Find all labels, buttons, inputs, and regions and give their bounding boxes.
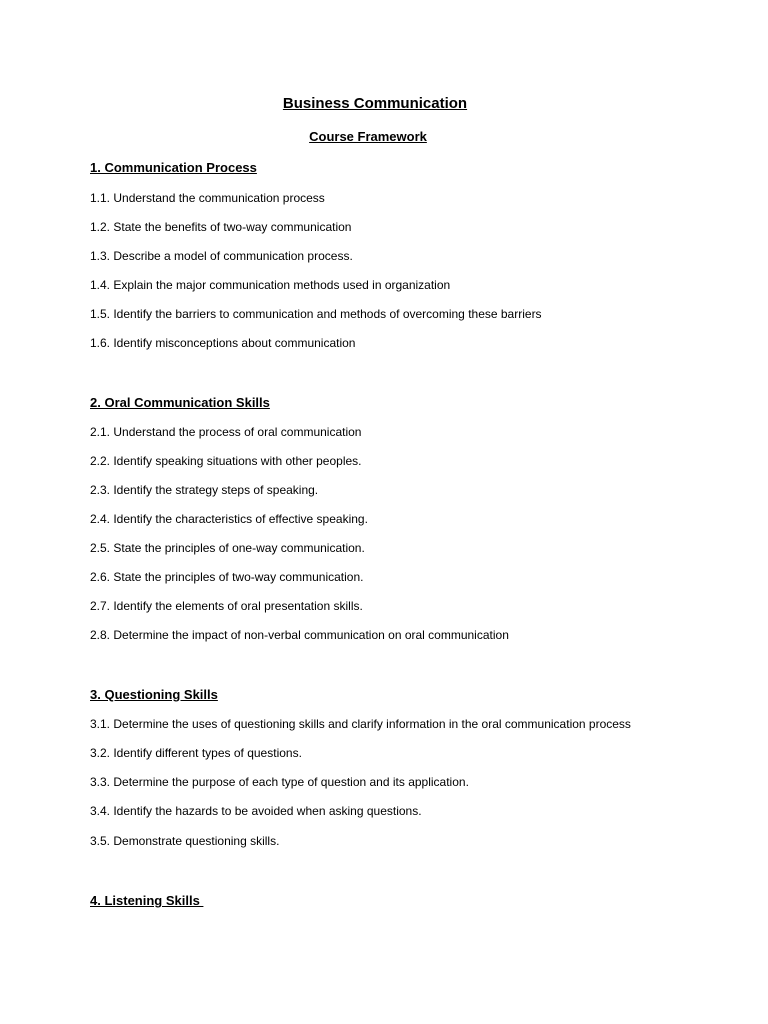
list-item: 2.2. Identify speaking situations with other peoples.	[90, 454, 362, 468]
section-heading: 1. Communication Process	[90, 160, 257, 175]
list-item: 2.5. State the principles of one-way communication.	[90, 541, 365, 555]
section-heading: 2. Oral Communication Skills	[90, 395, 270, 410]
document-title: Business Communication	[282, 95, 468, 112]
document-subtitle: Course Framework	[309, 129, 427, 144]
list-item: 2.3. Identify the strategy steps of speaking.	[90, 483, 319, 497]
list-item: 2.4. Identify the characteristics of effective speaking.	[90, 512, 368, 526]
list-item: 3.4. Identify the hazards to be avoided when asking questions.	[90, 804, 422, 818]
section-heading: 4. Listening Skills	[90, 893, 204, 908]
list-item: 1.5. Identify the barriers to communication and methods of overcoming these barriers	[90, 307, 542, 321]
list-item: 2.8. Determine the impact of non-verbal communication on oral communication	[90, 628, 509, 642]
list-item: 3.2. Identify different types of questions.	[90, 746, 302, 760]
list-item: 1.1. Understand the communication process	[90, 191, 325, 205]
list-item: 1.2. State the benefits of two-way communication	[90, 220, 352, 234]
list-item: 2.7. Identify the elements of oral presentation skills.	[90, 599, 363, 613]
list-item: 2.1. Understand the process of oral communication	[90, 425, 362, 439]
list-item: 1.4. Explain the major communication methods used in organization	[90, 278, 451, 292]
list-item: 3.3. Determine the purpose of each type of question and its application.	[90, 775, 469, 789]
section-heading: 3. Questioning Skills	[90, 687, 218, 702]
list-item: 1.3. Describe a model of communication process.	[90, 249, 353, 263]
list-item: 2.6. State the principles of two-way communication.	[90, 570, 364, 584]
list-item: 3.1. Determine the uses of questioning skills and clarify information in the oral communication process	[90, 717, 631, 731]
list-item: 1.6. Identify misconceptions about communication	[90, 336, 356, 350]
list-item: 3.5. Demonstrate questioning skills.	[90, 834, 280, 848]
